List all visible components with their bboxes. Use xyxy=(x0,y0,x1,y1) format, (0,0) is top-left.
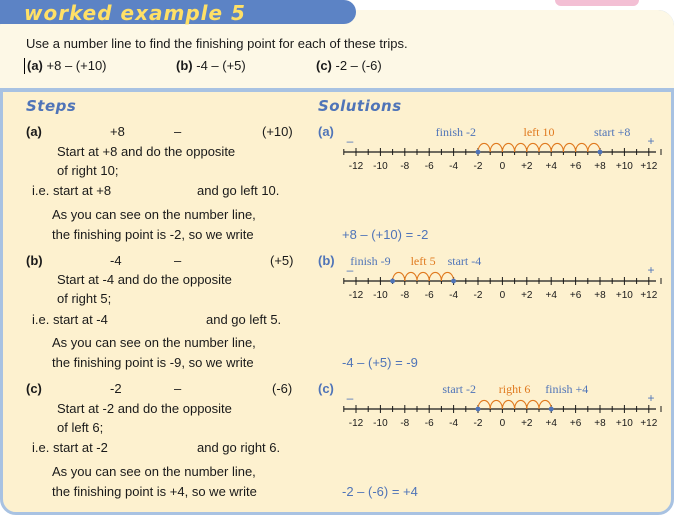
move-annotation: left 10 xyxy=(523,125,555,139)
instruction-text: Use a number line to find the finishing point for each of these trips. xyxy=(26,36,408,51)
jump-arc xyxy=(405,272,417,281)
tick-label: -2 xyxy=(473,418,483,429)
finish-dot xyxy=(549,407,554,412)
finish-annotation: finish +4 xyxy=(545,382,589,396)
operator: – xyxy=(174,253,182,268)
start-dot xyxy=(598,150,603,155)
tick-label: -2 xyxy=(473,161,483,172)
jump-arc xyxy=(490,400,502,409)
tick-label: +6 xyxy=(569,161,582,172)
tick-label: +2 xyxy=(521,290,533,301)
tick-label: -10 xyxy=(373,418,388,429)
ie-right: and go left 10. xyxy=(197,183,280,198)
number-line-c xyxy=(338,379,663,439)
tick-label: +2 xyxy=(521,161,533,172)
ie-left: i.e. start at -2 xyxy=(32,440,108,455)
start-dot xyxy=(476,407,481,412)
tick-label: 0 xyxy=(499,290,506,301)
jump-arc xyxy=(502,143,514,152)
tick-label: +4 xyxy=(545,418,557,429)
part-b-expr: -4 – (+5) xyxy=(196,58,246,73)
solution-equation: +8 – (+10) = -2 xyxy=(342,227,429,242)
step-line: Start at -4 and do the opposite xyxy=(57,272,232,287)
tick-label: -2 xyxy=(473,290,483,301)
finish-annotation: finish -9 xyxy=(350,254,391,268)
minus-sign: – xyxy=(346,263,354,277)
tick-label: +4 xyxy=(545,290,557,301)
tick-label: -10 xyxy=(373,290,388,301)
jump-arc xyxy=(429,272,441,281)
first-term: -2 xyxy=(110,381,122,396)
minus-sign: – xyxy=(346,134,354,148)
part-c-expr: -2 – (-6) xyxy=(335,58,382,73)
tick-label: +8 xyxy=(594,290,606,301)
plus-sign: + xyxy=(647,391,655,405)
start-annotation: start -4 xyxy=(447,254,482,268)
text-caret xyxy=(24,58,25,74)
example-label: (c) xyxy=(26,381,42,396)
plus-sign: + xyxy=(647,263,655,277)
tick-label: -4 xyxy=(449,161,459,172)
jump-arc xyxy=(502,400,514,409)
example-label: (a) xyxy=(26,124,42,139)
ie-left: i.e. start at +8 xyxy=(32,183,112,198)
solution-label: (a) xyxy=(318,124,334,139)
step-line: As you can see on the number line, xyxy=(52,207,256,222)
tick-label: -8 xyxy=(400,290,410,301)
step-line: Start at +8 and do the opposite xyxy=(57,144,236,159)
tick-label: +2 xyxy=(521,418,533,429)
part-c-label: (c) xyxy=(316,58,332,73)
start-annotation: start +8 xyxy=(594,125,631,139)
step-line: Start at -2 and do the opposite xyxy=(57,401,232,416)
solution-label: (b) xyxy=(318,253,335,268)
jump-arc xyxy=(417,272,429,281)
tick-label: +8 xyxy=(594,161,606,172)
finish-annotation: finish -2 xyxy=(435,125,476,139)
tick-label: -12 xyxy=(348,418,364,429)
second-term: (+10) xyxy=(262,124,293,139)
finish-dot xyxy=(390,279,395,284)
tick-label: -4 xyxy=(449,418,459,429)
tick-label: -12 xyxy=(348,161,364,172)
step-line: the finishing point is -2, so we write xyxy=(52,227,254,242)
tick-label: +10 xyxy=(615,290,633,301)
decorative-tab xyxy=(555,0,639,6)
tick-label: -8 xyxy=(400,161,410,172)
step-line: As you can see on the number line, xyxy=(52,464,256,479)
solution-equation: -4 – (+5) = -9 xyxy=(342,355,418,370)
tick-label: 0 xyxy=(499,161,506,172)
start-annotation: start -2 xyxy=(442,382,476,396)
section-divider xyxy=(3,88,671,92)
finish-dot xyxy=(476,150,481,155)
tick-label: 0 xyxy=(499,418,506,429)
jump-arc xyxy=(515,143,527,152)
page-title: worked example 5 xyxy=(24,1,246,25)
tick-label: +8 xyxy=(594,418,606,429)
jump-arc xyxy=(490,143,502,152)
ie-right: and go right 6. xyxy=(197,440,281,455)
tick-label: +10 xyxy=(615,418,633,429)
move-annotation: right 6 xyxy=(498,382,531,396)
tick-label: +4 xyxy=(545,161,557,172)
first-term: -4 xyxy=(110,253,122,268)
step-line: of right 5; xyxy=(57,291,112,306)
tick-label: -8 xyxy=(400,418,410,429)
tick-label: -10 xyxy=(373,161,388,172)
operator: – xyxy=(174,381,182,396)
part-a xyxy=(27,58,107,73)
jump-arc xyxy=(539,143,551,152)
number-line-a xyxy=(338,122,663,182)
tick-label: +12 xyxy=(640,290,658,301)
step-line: of left 6; xyxy=(57,420,104,435)
first-term: +8 xyxy=(110,124,125,139)
solution-equation: -2 – (-6) = +4 xyxy=(342,484,418,499)
steps-heading: Steps xyxy=(26,97,77,115)
operator: – xyxy=(174,124,182,139)
minus-sign: – xyxy=(346,391,354,405)
solutions-heading: Solutions xyxy=(318,97,402,115)
tick-label: +6 xyxy=(569,418,582,429)
jump-arc xyxy=(576,143,588,152)
step-line: of right 10; xyxy=(57,163,119,178)
tick-label: -6 xyxy=(424,418,434,429)
title-banner xyxy=(0,0,356,24)
part-b xyxy=(176,58,246,73)
step-line: As you can see on the number line, xyxy=(52,335,256,350)
tick-label: +6 xyxy=(569,290,582,301)
plus-sign: + xyxy=(647,134,655,148)
jump-arc xyxy=(527,400,539,409)
ie-right: and go left 5. xyxy=(206,312,282,327)
jump-arc xyxy=(563,143,575,152)
second-term: (+5) xyxy=(270,253,294,268)
step-line: the finishing point is -9, so we write xyxy=(52,355,254,370)
part-a-expr: +8 – (+10) xyxy=(46,58,107,73)
jump-arc xyxy=(515,400,527,409)
number-line-b xyxy=(338,251,663,311)
step-line: the finishing point is +4, so we write xyxy=(52,484,257,499)
move-annotation: left 5 xyxy=(410,254,436,268)
ie-left: i.e. start at -4 xyxy=(32,312,108,327)
tick-label: -4 xyxy=(449,290,459,301)
example-label: (b) xyxy=(26,253,43,268)
tick-label: -6 xyxy=(424,290,434,301)
tick-label: +12 xyxy=(640,161,658,172)
part-b-label: (b) xyxy=(176,58,193,73)
part-c xyxy=(316,58,382,73)
tick-label: +10 xyxy=(615,161,633,172)
tick-label: +12 xyxy=(640,418,658,429)
solution-label: (c) xyxy=(318,381,334,396)
jump-arc xyxy=(527,143,539,152)
second-term: (-6) xyxy=(272,381,293,396)
tick-label: -12 xyxy=(348,290,364,301)
tick-label: -6 xyxy=(424,161,434,172)
start-dot xyxy=(451,279,456,284)
part-a-label: (a) xyxy=(27,58,43,73)
jump-arc xyxy=(551,143,563,152)
